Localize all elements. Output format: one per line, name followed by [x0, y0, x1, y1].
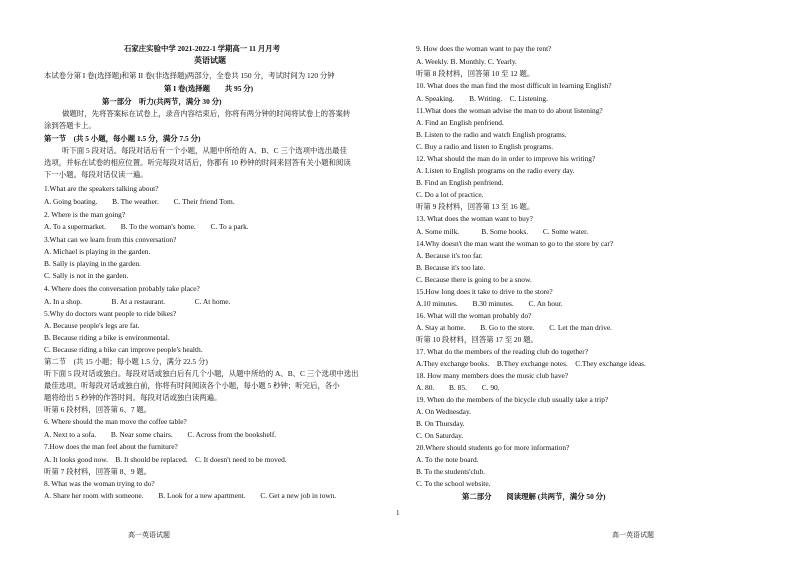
question-option: A. Listen to English programs on the radio every day. [416, 166, 575, 175]
question: 6. Where should the man move the coffee table? [44, 417, 187, 426]
question: 1.What are the speakers talking about? [44, 184, 159, 193]
question-options: A. To a supermarket. B. To the woman's home. C. To a park. [44, 222, 249, 231]
directions-line: 下一小题。每段对话仅读一遍。 [44, 170, 148, 179]
page-number: 1 [396, 509, 400, 517]
question-options: A. Speaking. B. Writing. C. Listening. [416, 94, 548, 103]
question-option: B. Listen to the radio and watch English programs. [416, 130, 567, 139]
material-note: 听第 8 段材料，回答第 10 至 12 题。 [416, 69, 535, 78]
question-options: A. 80. B. 85. C. 90. [416, 383, 500, 392]
intro-text: 本试卷分第 I 卷(选择题)和第 II 卷(非选择题)两部分，全卷共 150 分，考试时间为 120 分钟 [44, 71, 335, 80]
question-option: A. Michael is playing in the garden. [44, 247, 151, 256]
question: 17. What do the members of the reading club do together? [416, 347, 589, 356]
section2-heading: 第二节 (共 15 小题；每小题 1.5 分，满分 22.5 分) [44, 357, 208, 366]
question-options: A. Next to a sofa. B. Near some chairs. C. Across from the bookshelf. [44, 430, 277, 439]
question-option: B. Find an English penfriend. [416, 178, 504, 187]
question-options: A. Going boating. B. The weather. C. Their friend Tom. [44, 197, 235, 206]
material-note: 听第 6 段材料，回答第 6、7 题。 [44, 405, 152, 414]
directions-line: 最佳选项。听每段对话或独白前，你将有时间阅读各个小题，每小题 5 秒钟；听完后，各小 [44, 381, 340, 390]
question-options: A. Share her room with someone. B. Look for a new apartment. C. Get a new job in town. [44, 491, 337, 500]
question: 18. How many members does the music club have? [416, 371, 569, 380]
directions-line: 听下面 5 段对话或独白。每段对话或独白后有几个小题，从题中所给的 A、B、C 三个选项中选出 [44, 369, 359, 378]
page-footer: 高一英语试题 [128, 531, 170, 539]
subject-title: 英语试题 [194, 56, 226, 65]
question-option: C. Sally is not in the garden. [44, 271, 129, 280]
question: 16. What will the woman probably do? [416, 311, 532, 320]
part2-heading: 第二部分 阅读理解 (共两节，满分 50 分) [462, 492, 606, 501]
volume-heading: 第 I 卷(选择题 共 95 分) [164, 84, 254, 93]
material-note: 听第 7 段材料，回答第 8、9 题。 [44, 467, 152, 476]
question-option: B. To the students'club. [416, 467, 486, 476]
question-option: B. Because it's too late. [416, 263, 486, 272]
question-option: B. On Thursday. [416, 419, 465, 428]
question: 8. What was the woman trying to do? [44, 479, 155, 488]
question-options: A. Weekly. B. Monthly. C. Yearly. [416, 57, 517, 66]
section1-heading: 第一节 (共 5 小题，每小题 1.5 分，满分 7.5 分) [44, 134, 201, 143]
page-footer: 高一英语试题 [612, 531, 654, 539]
question: 3.What can we learn from this conversation? [44, 235, 177, 244]
question: 19. When do the members of the bicycle club usually take a trip? [416, 395, 609, 404]
question-option: C. Because riding a bike can improve people's health. [44, 345, 203, 354]
question-options: A. It looks good now. B. It should be replaced. C. It doesn't need to be moved. [44, 455, 287, 464]
directions-line: 选项，并标在试卷的相应位置。听完每段对话后，你都有 10 秒钟的时间来回答有关小题和阅读 [44, 158, 351, 167]
question-option: A. Because it's too far. [416, 251, 483, 260]
question-option: C. Buy a radio and listen to English programs. [416, 142, 554, 151]
directions-line: 做题时，先将答案标在试卷上，录音内容结束后，你将有两分钟的时间将试卷上的答案转 [62, 109, 351, 118]
question: 13. What does the woman want to buy? [416, 214, 533, 223]
question: 9. How does the woman want to pay the rent? [416, 44, 552, 53]
material-note: 听第 9 段材料，回答第 13 至 16 题。 [416, 202, 535, 211]
directions-line: 听下面 5 段对话。每段对话后有一个小题，从题中所给的 A、B、C 三个选项中选出最佳 [62, 146, 347, 155]
question-option: C. Do a lot of practice. [416, 190, 484, 199]
question: 12. What should the man do in order to improve his writing? [416, 154, 596, 163]
question: 5.Why do doctors want people to ride bikes? [44, 309, 177, 318]
question-option: C. To the school website. [416, 479, 491, 488]
question: 2. Where is the man going? [44, 210, 126, 219]
question: 11.What does the woman advise the man to do about listening? [416, 106, 603, 115]
question: 7.How does the man feel about the furniture? [44, 442, 178, 451]
question-options: A. In a shop. B. At a restaurant. C. At home. [44, 297, 231, 306]
directions-line: 题将给出 5 秒钟的作答时间。每段对话或独白读两遍。 [44, 393, 222, 402]
question-options: A. Stay at home. B. Go to the store. C. Let the man drive. [416, 323, 613, 332]
part1-heading: 第一部分 听力(共两节，满分 30 分) [102, 97, 222, 106]
question-option: A. Find an English penfriend. [416, 118, 504, 127]
question-option: A. To the note board. [416, 455, 479, 464]
question: 15.How long does it take to drive to the store? [416, 287, 553, 296]
question: 20.Where should students go for more information? [416, 443, 570, 452]
question-option: B. Because riding a bike is environmental. [44, 333, 170, 342]
question: 14.Why doesn't the man want the woman to go to the store by car? [416, 239, 614, 248]
question-option: B. Sally is playing in the garden. [44, 259, 141, 268]
question-option: A. On Wednesday. [416, 407, 472, 416]
question-option: C. Because there is going to be a snow. [416, 275, 532, 284]
school-title: 石家庄实验中学 2021-2022-1 学期高一 11 月月考 [124, 44, 281, 53]
material-note: 听第 10 段材料，回答第 17 至 20 题。 [416, 335, 538, 344]
question-option: A. Because people's legs are fat. [44, 321, 140, 330]
question: 10. What does the man find the most difficult in learning English? [416, 81, 612, 90]
question-option: C. On Saturday. [416, 431, 464, 440]
question-options: A.They exchange books. B.They exchange notes. C.They exchange ideas. [416, 359, 646, 368]
directions-line: 涂到答题卡上。 [44, 121, 96, 130]
question-options: A. Some milk. B. Some books. C. Some water. [416, 227, 589, 236]
question-options: A.10 minutes. B.30 minutes. C. An hour. [416, 299, 563, 308]
question: 4. Where does the conversation probably take place? [44, 284, 200, 293]
